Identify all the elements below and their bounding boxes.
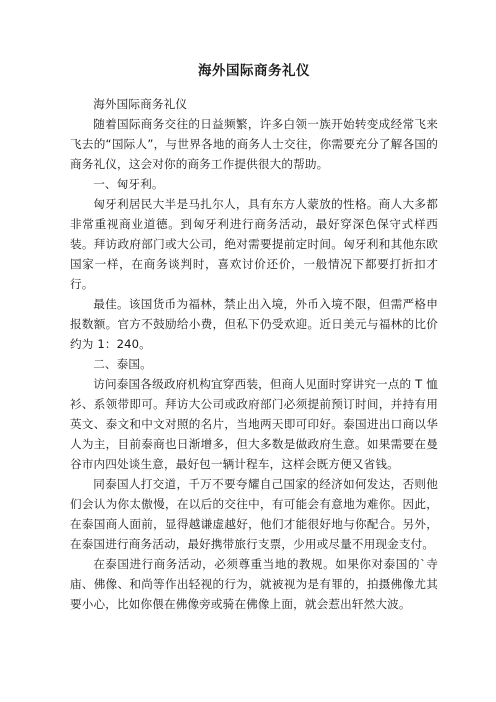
paragraph-hungary-business: 匈牙利居民大半是马扎尔人，具有东方人蒙放的性格。商人大多都非常重视商业道德。到匈牙利进行商务活动，最好穿深色保守式样西装。拜访政府部门或大公司，绝对需要提前定时间。匈牙利和其他东欧国家一样，在商务谈判时，喜欢讨价还价，一般情况下都要打折扣才行。 (70, 197, 438, 291)
document-title: 海外国际商务礼仪 (198, 63, 310, 79)
paragraph-subtitle: 海外国际商务礼仪 (93, 97, 188, 111)
paragraph-thailand-religion: 在泰国进行商务活动，必须尊重当地的教规。如果你对泰国的`寺庙、佛像、和尚等作出轻视的行为，就被视为是有罪的，拍摄佛像尤其要小心，比如你偎在佛像旁或骑在佛像上面，就会惹出轩然大波。 (70, 557, 438, 611)
paragraph-thailand-dress: 访问泰国各级政府机构宜穿西装，但商人见面时穿讲究一点的 T 恤衫、系领带即可。拜访大公司或政府部门必须提前预订时间，并持有用英文、泰文和中文对照的名片，当地两天即可印好。泰国进出口商以华人为主，目前泰商也日渐增多，但大多数是做政府生意。如果需要在曼谷市内四处谈生意，最好包一辆计程车，这样会既方便又省钱。 (70, 377, 438, 471)
section-heading-hungary: 一、匈牙利。 (93, 177, 164, 191)
paragraph-thailand-humility: 同泰国人打交道，千万不要夸耀自己国家的经济如何发达，否则他们会认为你太傲慢，在以后的交往中，有可能会有意地为难你。因此，在泰国商人面前，显得越谦虚越好，他们才能很好地与你配合。另外，在泰国进行商务活动，最好携带旅行支票，少用或尽量不用现金支付。 (70, 477, 438, 551)
paragraph-intro: 随着国际商务交往的日益频繁，许多白领一族开始转变成经常飞来飞去的“国际人”，与世界各地的商务人士交往，你需要充分了解各国的商务礼仪，这会对你的商务工作提供很大的帮助。 (70, 117, 438, 171)
section-heading-thailand: 二、泰国。 (93, 357, 152, 371)
paragraph-hungary-currency: 最佳。该国货币为福林，禁止出入境，外币入境不限，但需严格申报数额。官方不鼓励给小费，但私下仍受欢迎。近日美元与福林的比价约为 1：240。 (70, 297, 438, 351)
